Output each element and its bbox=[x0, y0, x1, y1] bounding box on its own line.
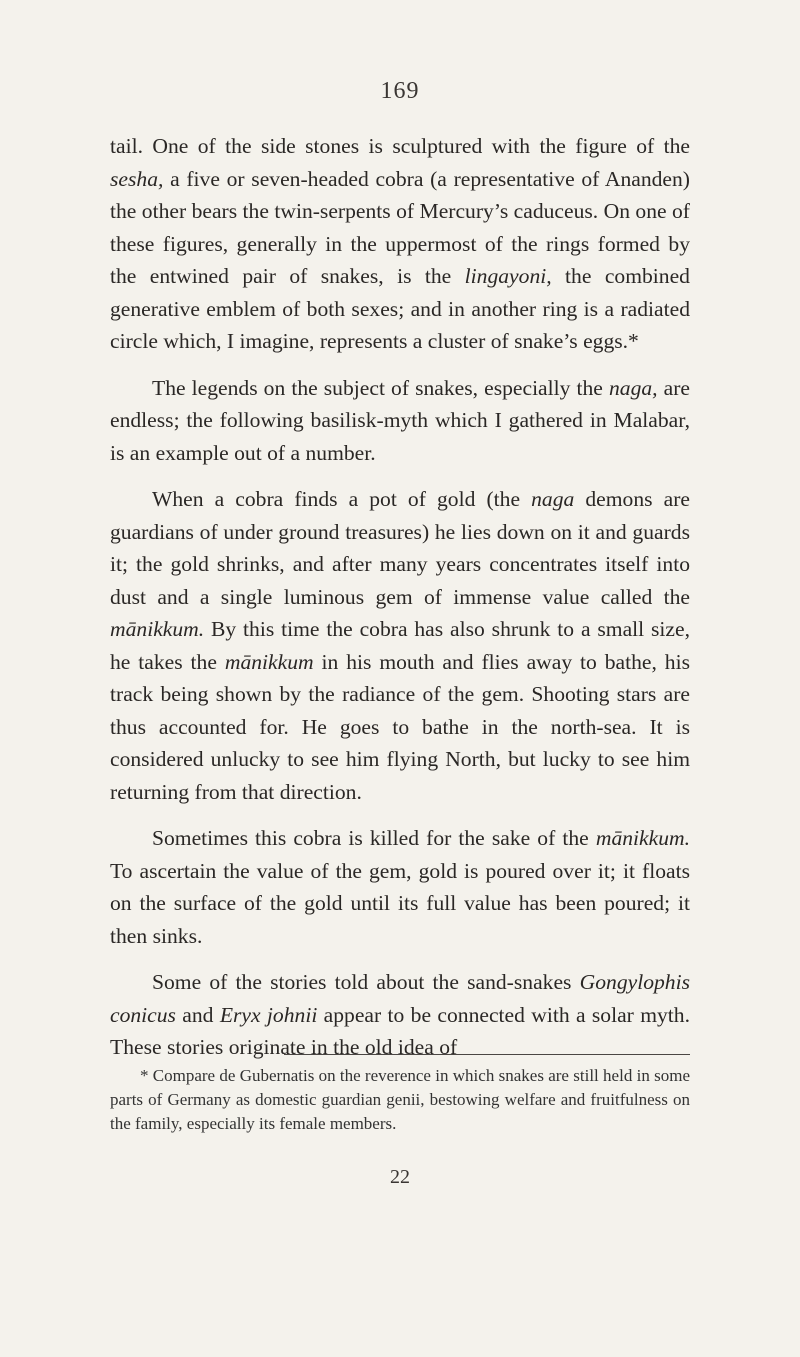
text-run: the combined generative emblem of both sexes; and in another ring is a radiated circle which, I imagine, represents a cluster of snake’s eggs.* bbox=[110, 264, 690, 353]
paragraph-4 bbox=[110, 822, 690, 952]
text-run: The legends on the subject of snakes, especially the bbox=[152, 375, 609, 400]
italic-term: naga, bbox=[608, 375, 658, 400]
text-run: When a cobra finds a pot of gold (the bbox=[152, 487, 532, 511]
italic-term: Gongylophis conicus bbox=[110, 970, 690, 1027]
signature-mark: 22 bbox=[390, 1166, 410, 1188]
paragraph-2 bbox=[110, 372, 690, 470]
footnote bbox=[110, 1064, 690, 1136]
paragraph-3 bbox=[110, 483, 690, 808]
footnote-text: * Compare de Gubernatis on the reverence in which snakes are still held in some parts of Germany as domestic guardian genii, bestowing welfare and fruitfulness on the family, especially its female members. bbox=[110, 1066, 690, 1133]
paragraph-5 bbox=[110, 966, 690, 1064]
paragraph-1 bbox=[110, 130, 690, 358]
body-text bbox=[110, 130, 690, 1064]
text-run: Some of the stories told about the sand-snakes bbox=[152, 970, 580, 994]
page-number: 169 bbox=[380, 78, 420, 104]
italic-term: mānikkum. bbox=[595, 826, 690, 850]
text-run: Sometimes this cobra is killed for the sake of the bbox=[152, 826, 596, 850]
italic-term: mānikkum bbox=[224, 649, 314, 674]
italic-term: Eryx johnii bbox=[219, 1002, 318, 1027]
text-run: a five or seven-headed cobra (a representative of Ananden) the other bears the twin-serpents of Mercury’s caduceus. On one of these figures, generally in the uppermost of the rings formed by the entwined pair of snakes, is the bbox=[110, 166, 690, 288]
text-run: To ascertain the value of the gem, gold is poured over it; it floats on the surface of the gold until its full value has been poured; it then sinks. bbox=[110, 858, 690, 948]
italic-term: lingayoni, bbox=[464, 264, 552, 288]
italic-term: naga bbox=[531, 487, 575, 511]
text-run: tail. One of the side stones is sculptured with the figure of the bbox=[110, 134, 690, 158]
text-run: appear to be connected with a solar myth. These stories originate in the old idea of bbox=[110, 1002, 690, 1059]
text-run: By this time the cobra has also shrunk to a small size, he takes the bbox=[110, 617, 690, 674]
italic-term: mānikkum. bbox=[110, 617, 205, 641]
text-run: are endless; the following basilisk-myth which I gathered in Malabar, is an example out of a number. bbox=[110, 375, 690, 465]
text-run: and bbox=[175, 1002, 220, 1027]
text-run: demons are guardians of under ground treasures) he lies down on it and guards it; the gold shrinks, and after many years concentrates itself into dust and a single luminous gem of immense value called the bbox=[110, 487, 690, 609]
text-run: in his mouth and flies away to bathe, his track being shown by the radiance of the gem. Shooting stars are thus accounted for. He goes to bathe in the north-sea. It is considered unlucky to see him flying North, but lucky to see him returning from that direction. bbox=[110, 649, 691, 804]
footnote-rule bbox=[284, 1054, 690, 1055]
italic-term: sesha, bbox=[110, 166, 164, 191]
